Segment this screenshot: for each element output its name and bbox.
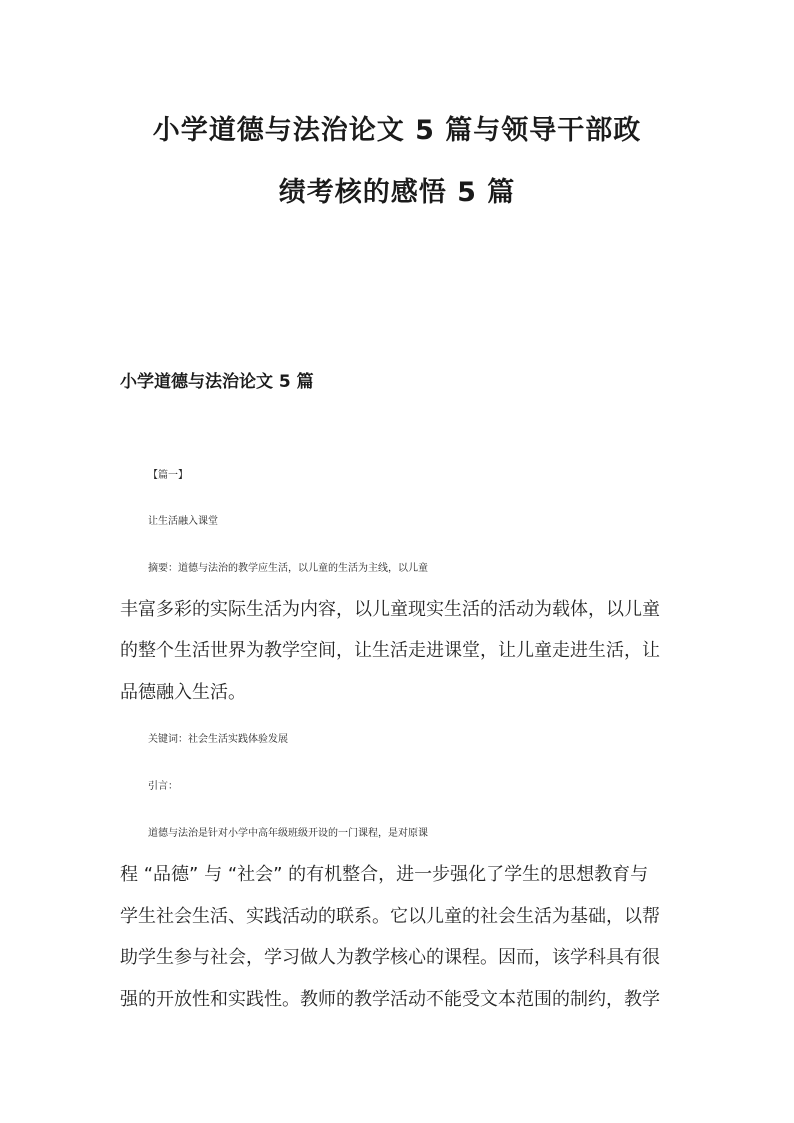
intro-line-3: 学生社会生活、实践活动的联系。它以儿童的社会生活为基础，以帮 [120,906,660,927]
intro-line-2: 程 “品德” 与 “社会” 的有机整合，进一步强化了学生的思想教育与 [120,864,649,885]
abstract-line-1: 摘要：道德与法治的教学应生活，以儿童的生活为主线，以儿童 [148,563,428,574]
document-title-line-1: 小学道德与法治论文 5 篇与领导干部政 [152,115,642,146]
document-title-line-2: 绩考核的感悟 5 篇 [278,177,516,208]
intro-label: 引言： [148,781,178,792]
abstract-line-4: 品德融入生活。 [120,682,246,703]
abstract-line-3: 的整个生活世界为教学空间，让生活走进课堂，让儿童走进生活，让 [120,640,660,661]
keywords-line: 关键词：社会生活实践体验发展 [148,734,288,745]
intro-line-4: 助学生参与社会，学习做人为教学核心的课程。因而，该学科具有很 [120,947,660,968]
intro-line-5: 强的开放性和实践性。教师的教学活动不能受文本范围的制约，教学 [120,989,660,1010]
article-title: 让生活融入课堂 [148,516,218,527]
chapter-label: 【篇一】 [148,470,188,481]
abstract-line-2: 丰富多彩的实际生活为内容，以儿童现实生活的活动为载体，以儿童 [120,599,660,620]
intro-line-1: 道德与法治是针对小学中高年级班级开设的一门课程，是对原课 [148,828,428,839]
section-heading: 小学道德与法治论文 5 篇 [120,372,314,392]
